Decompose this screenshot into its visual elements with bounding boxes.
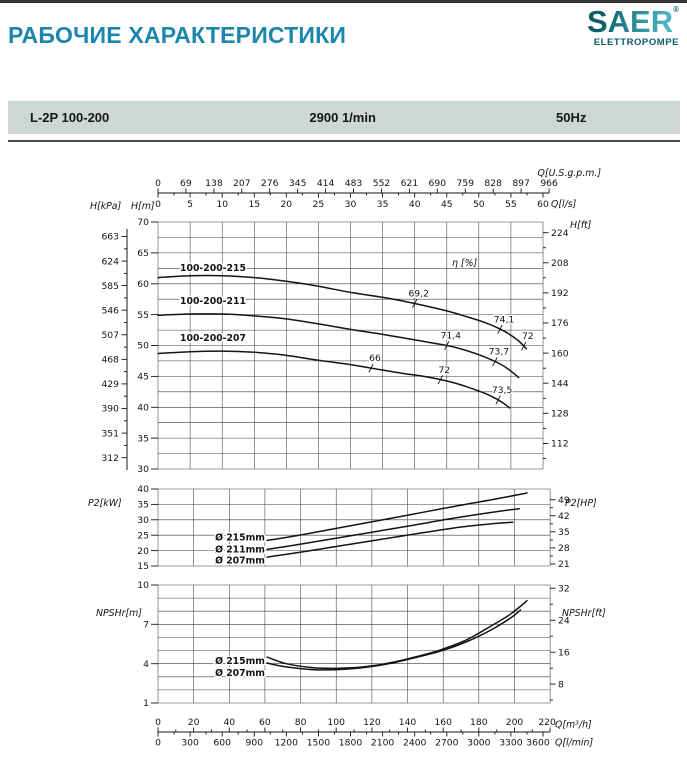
- svg-text:100-200-215: 100-200-215: [180, 263, 246, 274]
- svg-text:8: 8: [558, 679, 564, 691]
- svg-text:2400: 2400: [403, 737, 427, 749]
- svg-text:20: 20: [137, 545, 149, 557]
- svg-text:2100: 2100: [370, 737, 395, 749]
- svg-text:276: 276: [260, 178, 279, 189]
- svg-text:468: 468: [101, 354, 119, 366]
- frequency-label: 50Hz: [556, 110, 587, 125]
- svg-text:20: 20: [187, 717, 200, 728]
- svg-text:10: 10: [137, 580, 149, 592]
- svg-text:0: 0: [155, 717, 161, 728]
- svg-text:624: 624: [101, 256, 119, 268]
- svg-text:224: 224: [551, 227, 569, 239]
- svg-text:312: 312: [101, 452, 119, 464]
- svg-text:40: 40: [137, 484, 149, 496]
- svg-text:50: 50: [472, 199, 485, 210]
- svg-text:7: 7: [143, 619, 149, 631]
- svg-text:Ø 215mm: Ø 215mm: [215, 656, 265, 667]
- svg-text:30: 30: [344, 199, 357, 210]
- svg-text:45: 45: [137, 371, 149, 383]
- registered-trademark-icon: ®: [673, 5, 679, 14]
- svg-text:140: 140: [398, 717, 417, 728]
- svg-text:180: 180: [470, 717, 488, 728]
- svg-text:45: 45: [440, 199, 453, 210]
- svg-text:32: 32: [558, 583, 570, 595]
- svg-text:30: 30: [137, 464, 149, 476]
- svg-text:65: 65: [137, 248, 149, 260]
- svg-text:3000: 3000: [467, 737, 491, 749]
- svg-text:55: 55: [137, 309, 149, 321]
- svg-text:351: 351: [101, 428, 119, 440]
- svg-text:100: 100: [327, 717, 345, 728]
- svg-text:69: 69: [180, 178, 192, 189]
- svg-text:690: 690: [428, 178, 447, 189]
- svg-text:4: 4: [143, 658, 149, 670]
- svg-text:897: 897: [512, 178, 530, 189]
- svg-text:600: 600: [213, 737, 231, 749]
- svg-text:100-200-207: 100-200-207: [180, 333, 246, 344]
- svg-text:Q[m³/h]: Q[m³/h]: [555, 719, 592, 731]
- svg-text:42: 42: [558, 510, 570, 522]
- svg-text:50: 50: [137, 340, 149, 352]
- svg-text:112: 112: [551, 438, 569, 450]
- svg-text:1800: 1800: [338, 737, 363, 749]
- svg-text:80: 80: [294, 717, 307, 728]
- svg-text:Ø 207mm: Ø 207mm: [215, 555, 265, 567]
- svg-text:828: 828: [484, 178, 502, 189]
- svg-text:1500: 1500: [306, 737, 331, 749]
- svg-text:220: 220: [538, 717, 556, 728]
- svg-text:H[ft]: H[ft]: [570, 220, 592, 231]
- svg-text:192: 192: [551, 288, 569, 300]
- svg-text:60: 60: [259, 717, 271, 728]
- svg-text:663: 663: [101, 231, 119, 243]
- svg-text:60: 60: [137, 278, 149, 290]
- svg-text:η [%]: η [%]: [452, 258, 478, 269]
- svg-text:0: 0: [155, 178, 161, 189]
- svg-text:160: 160: [434, 717, 452, 728]
- svg-text:40: 40: [137, 402, 149, 414]
- svg-text:72: 72: [438, 364, 451, 376]
- svg-text:507: 507: [101, 330, 119, 341]
- svg-text:24: 24: [558, 615, 570, 627]
- svg-text:Q[l/min]: Q[l/min]: [555, 737, 594, 749]
- brand-subtitle: ELETTROPOMPE: [593, 37, 679, 48]
- svg-text:5: 5: [187, 199, 194, 210]
- svg-text:Q[U.S.g.p.m.]: Q[U.S.g.p.m.]: [537, 168, 601, 179]
- svg-text:15: 15: [248, 199, 261, 210]
- svg-text:966: 966: [540, 178, 558, 189]
- svg-text:25: 25: [137, 530, 149, 542]
- svg-text:0: 0: [155, 737, 161, 749]
- svg-text:176: 176: [551, 318, 569, 330]
- svg-text:546: 546: [101, 305, 119, 317]
- svg-text:28: 28: [558, 543, 570, 555]
- svg-text:35: 35: [558, 527, 570, 538]
- svg-text:552: 552: [372, 178, 391, 189]
- svg-text:200: 200: [505, 717, 524, 728]
- svg-text:21: 21: [558, 559, 570, 571]
- svg-text:66: 66: [369, 353, 381, 365]
- svg-text:35: 35: [376, 199, 389, 210]
- svg-text:144: 144: [551, 378, 569, 390]
- svg-text:40: 40: [408, 199, 421, 210]
- svg-text:73,7: 73,7: [488, 346, 510, 358]
- svg-text:429: 429: [101, 379, 119, 391]
- svg-text:35: 35: [137, 499, 149, 511]
- svg-text:483: 483: [344, 178, 363, 189]
- svg-text:138: 138: [205, 178, 223, 189]
- saer-wordmark: SAER: [586, 4, 674, 39]
- svg-text:70: 70: [137, 217, 149, 229]
- svg-text:H[kPa]: H[kPa]: [90, 201, 122, 212]
- svg-text:Ø 211mm: Ø 211mm: [215, 544, 265, 556]
- svg-text:73,5: 73,5: [491, 385, 513, 396]
- pump-model-label: L-2P 100-200: [30, 110, 110, 125]
- svg-text:10: 10: [216, 199, 229, 210]
- svg-text:300: 300: [181, 737, 199, 749]
- svg-text:20: 20: [280, 199, 293, 210]
- svg-text:1200: 1200: [274, 737, 298, 749]
- svg-text:900: 900: [245, 737, 264, 749]
- svg-text:30: 30: [137, 515, 149, 526]
- svg-text:25: 25: [312, 199, 325, 210]
- svg-text:Ø 215mm: Ø 215mm: [215, 532, 265, 544]
- svg-text:208: 208: [551, 258, 569, 269]
- svg-text:100-200-211: 100-200-211: [180, 296, 246, 307]
- svg-text:P2[kW]: P2[kW]: [88, 498, 122, 509]
- svg-text:585: 585: [101, 280, 119, 292]
- svg-text:69,2: 69,2: [408, 288, 429, 300]
- svg-text:16: 16: [558, 647, 570, 659]
- svg-text:NPSHr[m]: NPSHr[m]: [96, 608, 142, 619]
- svg-text:P2[HP]: P2[HP]: [565, 498, 597, 509]
- svg-text:3300: 3300: [499, 737, 523, 749]
- svg-text:40: 40: [223, 717, 236, 728]
- page-title: РАБОЧИЕ ХАРАКТЕРИСТИКИ: [8, 22, 347, 48]
- svg-text:621: 621: [400, 178, 419, 189]
- svg-text:15: 15: [137, 561, 149, 573]
- svg-text:72: 72: [521, 331, 534, 343]
- svg-text:345: 345: [288, 178, 307, 189]
- svg-text:2700: 2700: [435, 737, 459, 749]
- svg-text:3600: 3600: [526, 737, 550, 749]
- rotation-speed-label: 2900 1/min: [309, 110, 376, 125]
- svg-text:759: 759: [456, 178, 475, 189]
- svg-text:1: 1: [143, 698, 149, 710]
- svg-text:Ø 207mm: Ø 207mm: [215, 668, 265, 679]
- svg-text:74,1: 74,1: [493, 314, 515, 326]
- svg-text:55: 55: [505, 199, 517, 210]
- svg-text:0: 0: [155, 199, 161, 210]
- svg-text:160: 160: [551, 348, 569, 360]
- svg-text:128: 128: [551, 408, 569, 420]
- svg-text:120: 120: [363, 717, 381, 728]
- svg-text:49: 49: [558, 494, 570, 506]
- svg-text:390: 390: [101, 403, 119, 415]
- svg-text:207: 207: [233, 178, 251, 189]
- svg-text:414: 414: [316, 178, 335, 189]
- svg-text:H[m]: H[m]: [131, 201, 155, 212]
- svg-text:35: 35: [137, 433, 149, 445]
- svg-text:71,4: 71,4: [440, 330, 462, 342]
- svg-text:NPSHr[ft]: NPSHr[ft]: [562, 608, 606, 619]
- svg-text:60: 60: [537, 199, 549, 210]
- svg-text:Q[l/s]: Q[l/s]: [551, 199, 577, 210]
